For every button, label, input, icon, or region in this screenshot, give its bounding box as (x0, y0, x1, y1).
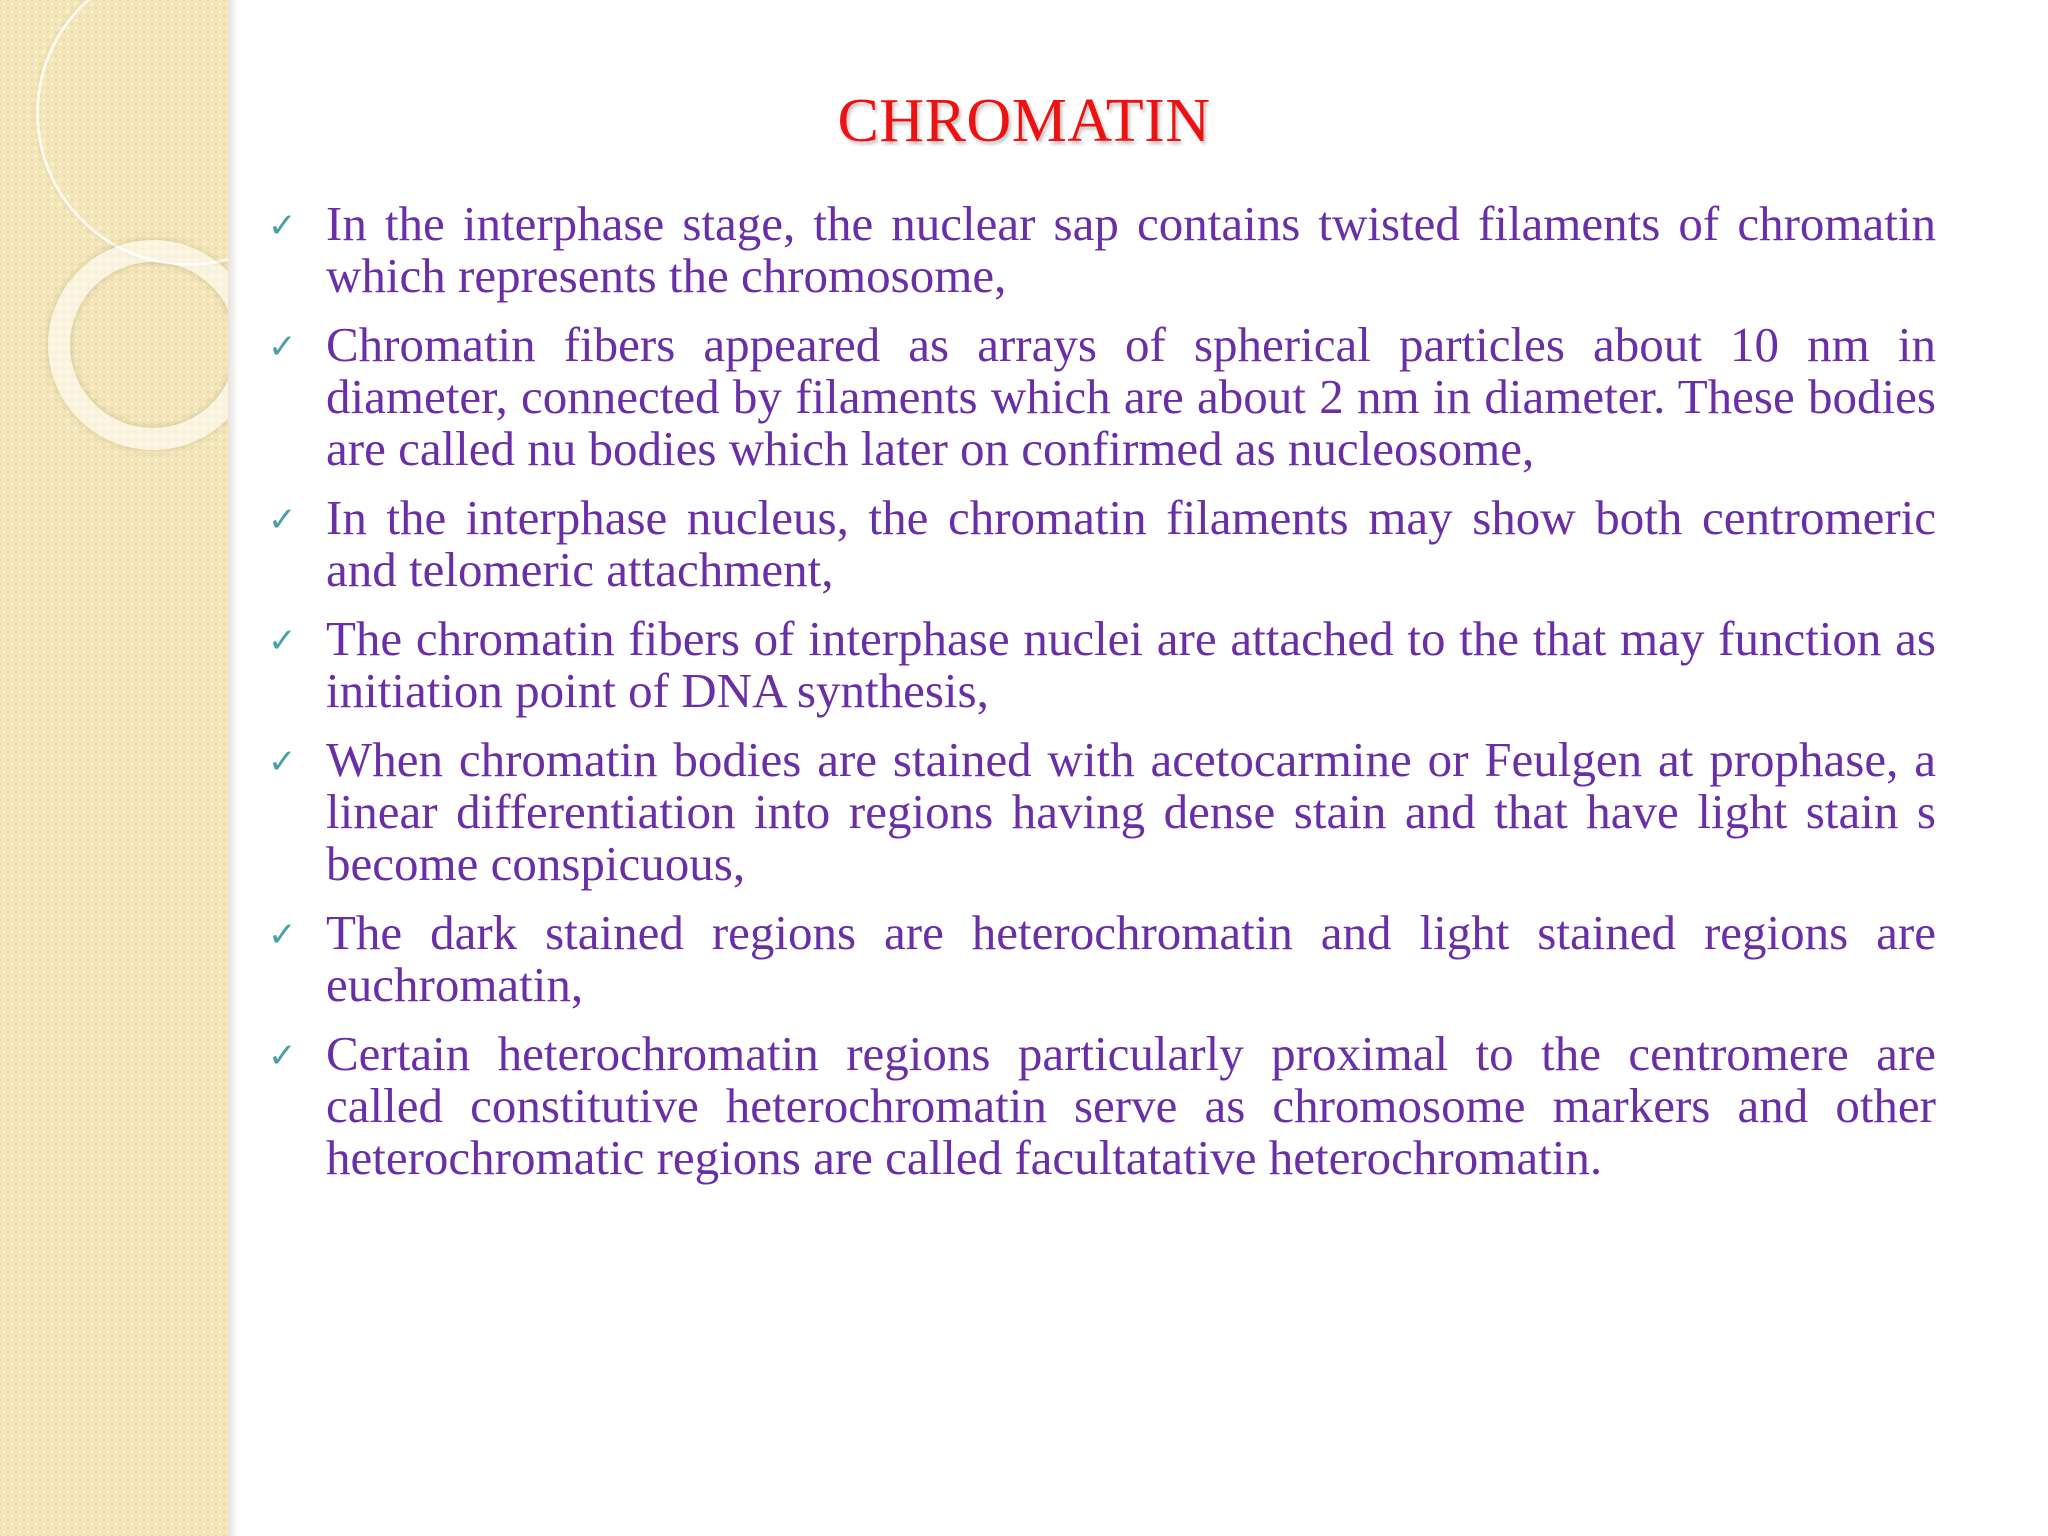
bullet-item (268, 1028, 1936, 1184)
bullet-text: The dark stained regions are heterochromatin and light stained regions are euchromatin, (326, 905, 1936, 1012)
slide-title (0, 86, 2048, 157)
side-band-shadow (228, 0, 238, 1536)
check-icon: ✓ (268, 500, 297, 540)
check-icon: ✓ (268, 621, 297, 661)
bullet-item (268, 734, 1936, 890)
check-icon: ✓ (268, 1036, 297, 1076)
decorative-side-band (0, 0, 228, 1536)
check-icon: ✓ (268, 915, 297, 955)
bullet-text: In the interphase nucleus, the chromatin filaments may show both centromeric and telomeric attachment, (326, 490, 1936, 597)
bullet-item (268, 613, 1936, 717)
bullet-item (268, 492, 1936, 596)
bullet-text: Certain heterochromatin regions particularly proximal to the centromere are called constitutive heterochromatin serve as chromosome markers and other heterochromatic regions are called facultatative heterochromatin. (326, 1026, 1936, 1185)
check-icon: ✓ (268, 742, 297, 782)
bullet-item (268, 319, 1936, 475)
check-icon: ✓ (268, 327, 297, 367)
bullet-text: When chromatin bodies are stained with acetocarmine or Feulgen at prophase, a linear differentiation into regions having dense stain and that have light stain s become conspicuous, (326, 732, 1936, 891)
bullet-text: The chromatin fibers of interphase nuclei are attached to the that may function as initiation point of DNA synthesis, (326, 611, 1936, 718)
bullet-text: Chromatin fibers appeared as arrays of spherical particles about 10 nm in diameter, connected by filaments which are about 2 nm in diameter. These bodies are called nu bodies which later on confirmed as nucleosome, (326, 317, 1936, 476)
bullet-text: In the interphase stage, the nuclear sap contains twisted filaments of chromatin which represents the chromosome, (326, 196, 1936, 303)
bullet-list (268, 198, 1936, 1201)
bullet-item (268, 907, 1936, 1011)
slide-title-text: CHROMATIN (837, 87, 1211, 155)
bullet-item (268, 198, 1936, 302)
check-icon: ✓ (268, 206, 297, 246)
decorative-ring-small (48, 240, 228, 450)
